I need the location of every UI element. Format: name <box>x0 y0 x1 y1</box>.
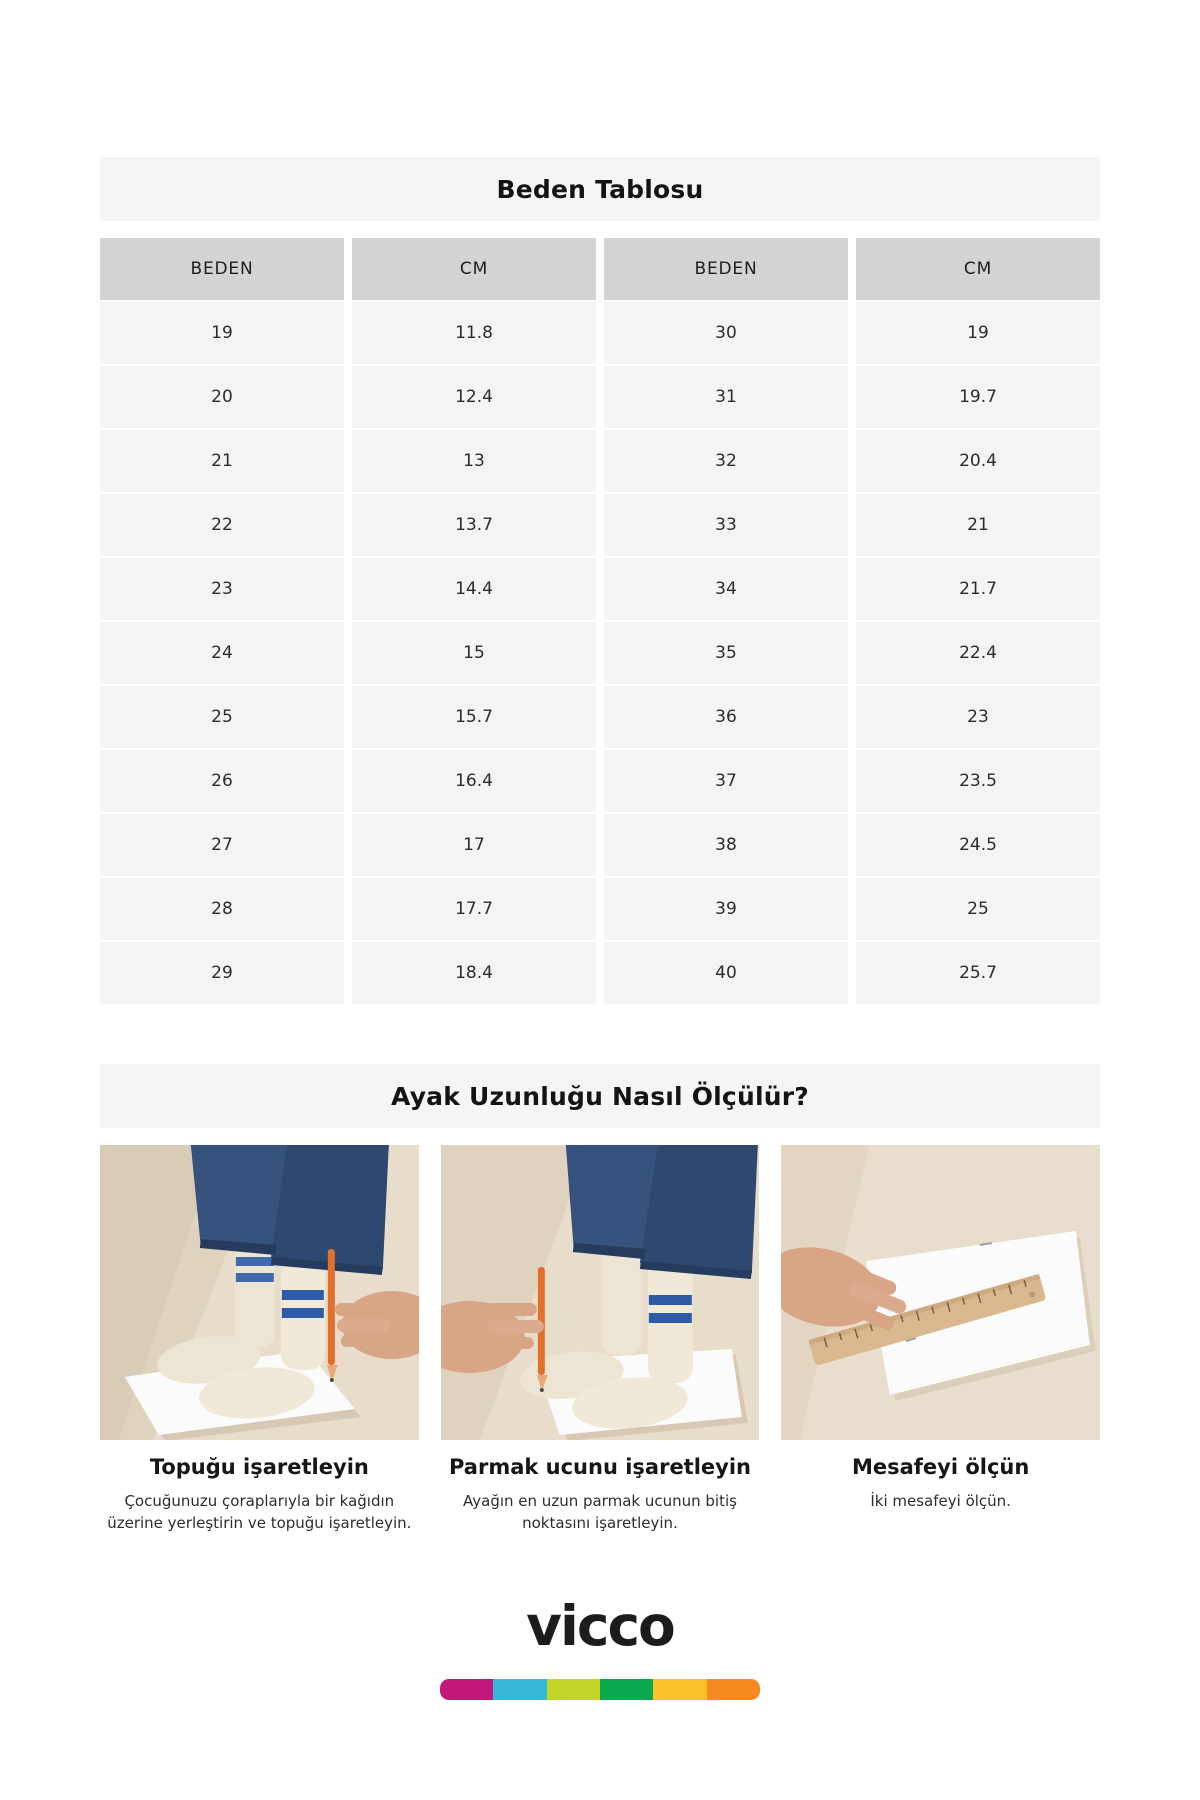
size-cell: 17 <box>352 814 596 876</box>
size-cell: 24.5 <box>856 814 1100 876</box>
size-col-header: CM <box>856 238 1100 300</box>
size-chart-title-band <box>100 157 1100 221</box>
size-col-header: BEDEN <box>100 238 344 300</box>
size-cell: 35 <box>604 622 848 684</box>
size-cell: 25.7 <box>856 942 1100 1004</box>
step2-heading: Parmak ucunu işaretleyin <box>448 1455 751 1479</box>
size-cell: 36 <box>604 686 848 748</box>
brand-color-cyan <box>493 1679 546 1700</box>
size-cell: 20 <box>100 366 344 428</box>
size-cell: 17.7 <box>352 878 596 940</box>
size-cell: 13.7 <box>352 494 596 556</box>
size-col-header: CM <box>352 238 596 300</box>
howto-title: Ayak Uzunluğu Nasıl Ölçülür? <box>391 1081 809 1111</box>
size-cell: 23 <box>856 686 1100 748</box>
brand-color-bar <box>440 1679 760 1700</box>
size-cell: 37 <box>604 750 848 812</box>
size-cell: 29 <box>100 942 344 1004</box>
howto-title-band <box>100 1064 1100 1128</box>
size-cell: 15 <box>352 622 596 684</box>
size-cell: 23.5 <box>856 750 1100 812</box>
child-feet-pencil-toe-illustration <box>441 1145 760 1440</box>
brand-color-magenta <box>440 1679 493 1700</box>
size-cell: 25 <box>856 878 1100 940</box>
size-cell: 40 <box>604 942 848 1004</box>
size-cell: 26 <box>100 750 344 812</box>
size-cell: 30 <box>604 302 848 364</box>
size-cell: 14.4 <box>352 558 596 620</box>
size-table <box>100 238 1100 1004</box>
step1-heading: Topuğu işaretleyin <box>149 1455 369 1479</box>
size-chart-title: Beden Tablosu <box>496 174 704 204</box>
step3-photo-measure <box>781 1145 1100 1440</box>
step3-caption <box>781 1455 1100 1534</box>
size-cell: 18.4 <box>352 942 596 1004</box>
size-cell: 32 <box>604 430 848 492</box>
howto-captions <box>100 1455 1100 1534</box>
size-cell: 39 <box>604 878 848 940</box>
vicco-logo: vicco <box>526 1594 674 1658</box>
step2-body: Ayağın en uzun parmak ucunun bitiş noktasını işaretleyin. <box>463 1492 737 1532</box>
size-cell: 27 <box>100 814 344 876</box>
size-cell: 33 <box>604 494 848 556</box>
size-cell: 34 <box>604 558 848 620</box>
size-cell: 21 <box>856 494 1100 556</box>
size-cell: 38 <box>604 814 848 876</box>
size-cell: 19 <box>100 302 344 364</box>
step3-body: İki mesafeyi ölçün. <box>870 1492 1011 1510</box>
brand-color-amber <box>653 1679 706 1700</box>
step1-photo-mark-heel <box>100 1145 419 1440</box>
child-feet-pencil-heel-illustration <box>100 1145 419 1440</box>
size-cell: 12.4 <box>352 366 596 428</box>
size-col-header: BEDEN <box>604 238 848 300</box>
size-cell: 22.4 <box>856 622 1100 684</box>
size-cell: 21 <box>100 430 344 492</box>
step1-caption <box>100 1455 419 1534</box>
size-cell: 31 <box>604 366 848 428</box>
size-cell: 23 <box>100 558 344 620</box>
step2-photo-mark-toe <box>441 1145 760 1440</box>
size-cell: 24 <box>100 622 344 684</box>
howto-photos <box>100 1145 1100 1440</box>
brand-color-orange <box>707 1679 760 1700</box>
brand-color-green <box>600 1679 653 1700</box>
size-cell: 13 <box>352 430 596 492</box>
size-cell: 25 <box>100 686 344 748</box>
size-cell: 19.7 <box>856 366 1100 428</box>
size-cell: 21.7 <box>856 558 1100 620</box>
size-cell: 20.4 <box>856 430 1100 492</box>
step1-body: Çocuğunuzu çoraplarıyla bir kağıdın üzerine yerleştirin ve topuğu işaretleyin. <box>107 1492 412 1532</box>
brand-color-lime <box>547 1679 600 1700</box>
size-cell: 22 <box>100 494 344 556</box>
size-cell: 11.8 <box>352 302 596 364</box>
size-cell: 19 <box>856 302 1100 364</box>
size-cell: 15.7 <box>352 686 596 748</box>
size-cell: 16.4 <box>352 750 596 812</box>
step2-caption <box>441 1455 760 1534</box>
size-cell: 28 <box>100 878 344 940</box>
step3-heading: Mesafeyi ölçün <box>851 1455 1030 1479</box>
hand-ruler-paper-illustration <box>781 1145 1100 1440</box>
